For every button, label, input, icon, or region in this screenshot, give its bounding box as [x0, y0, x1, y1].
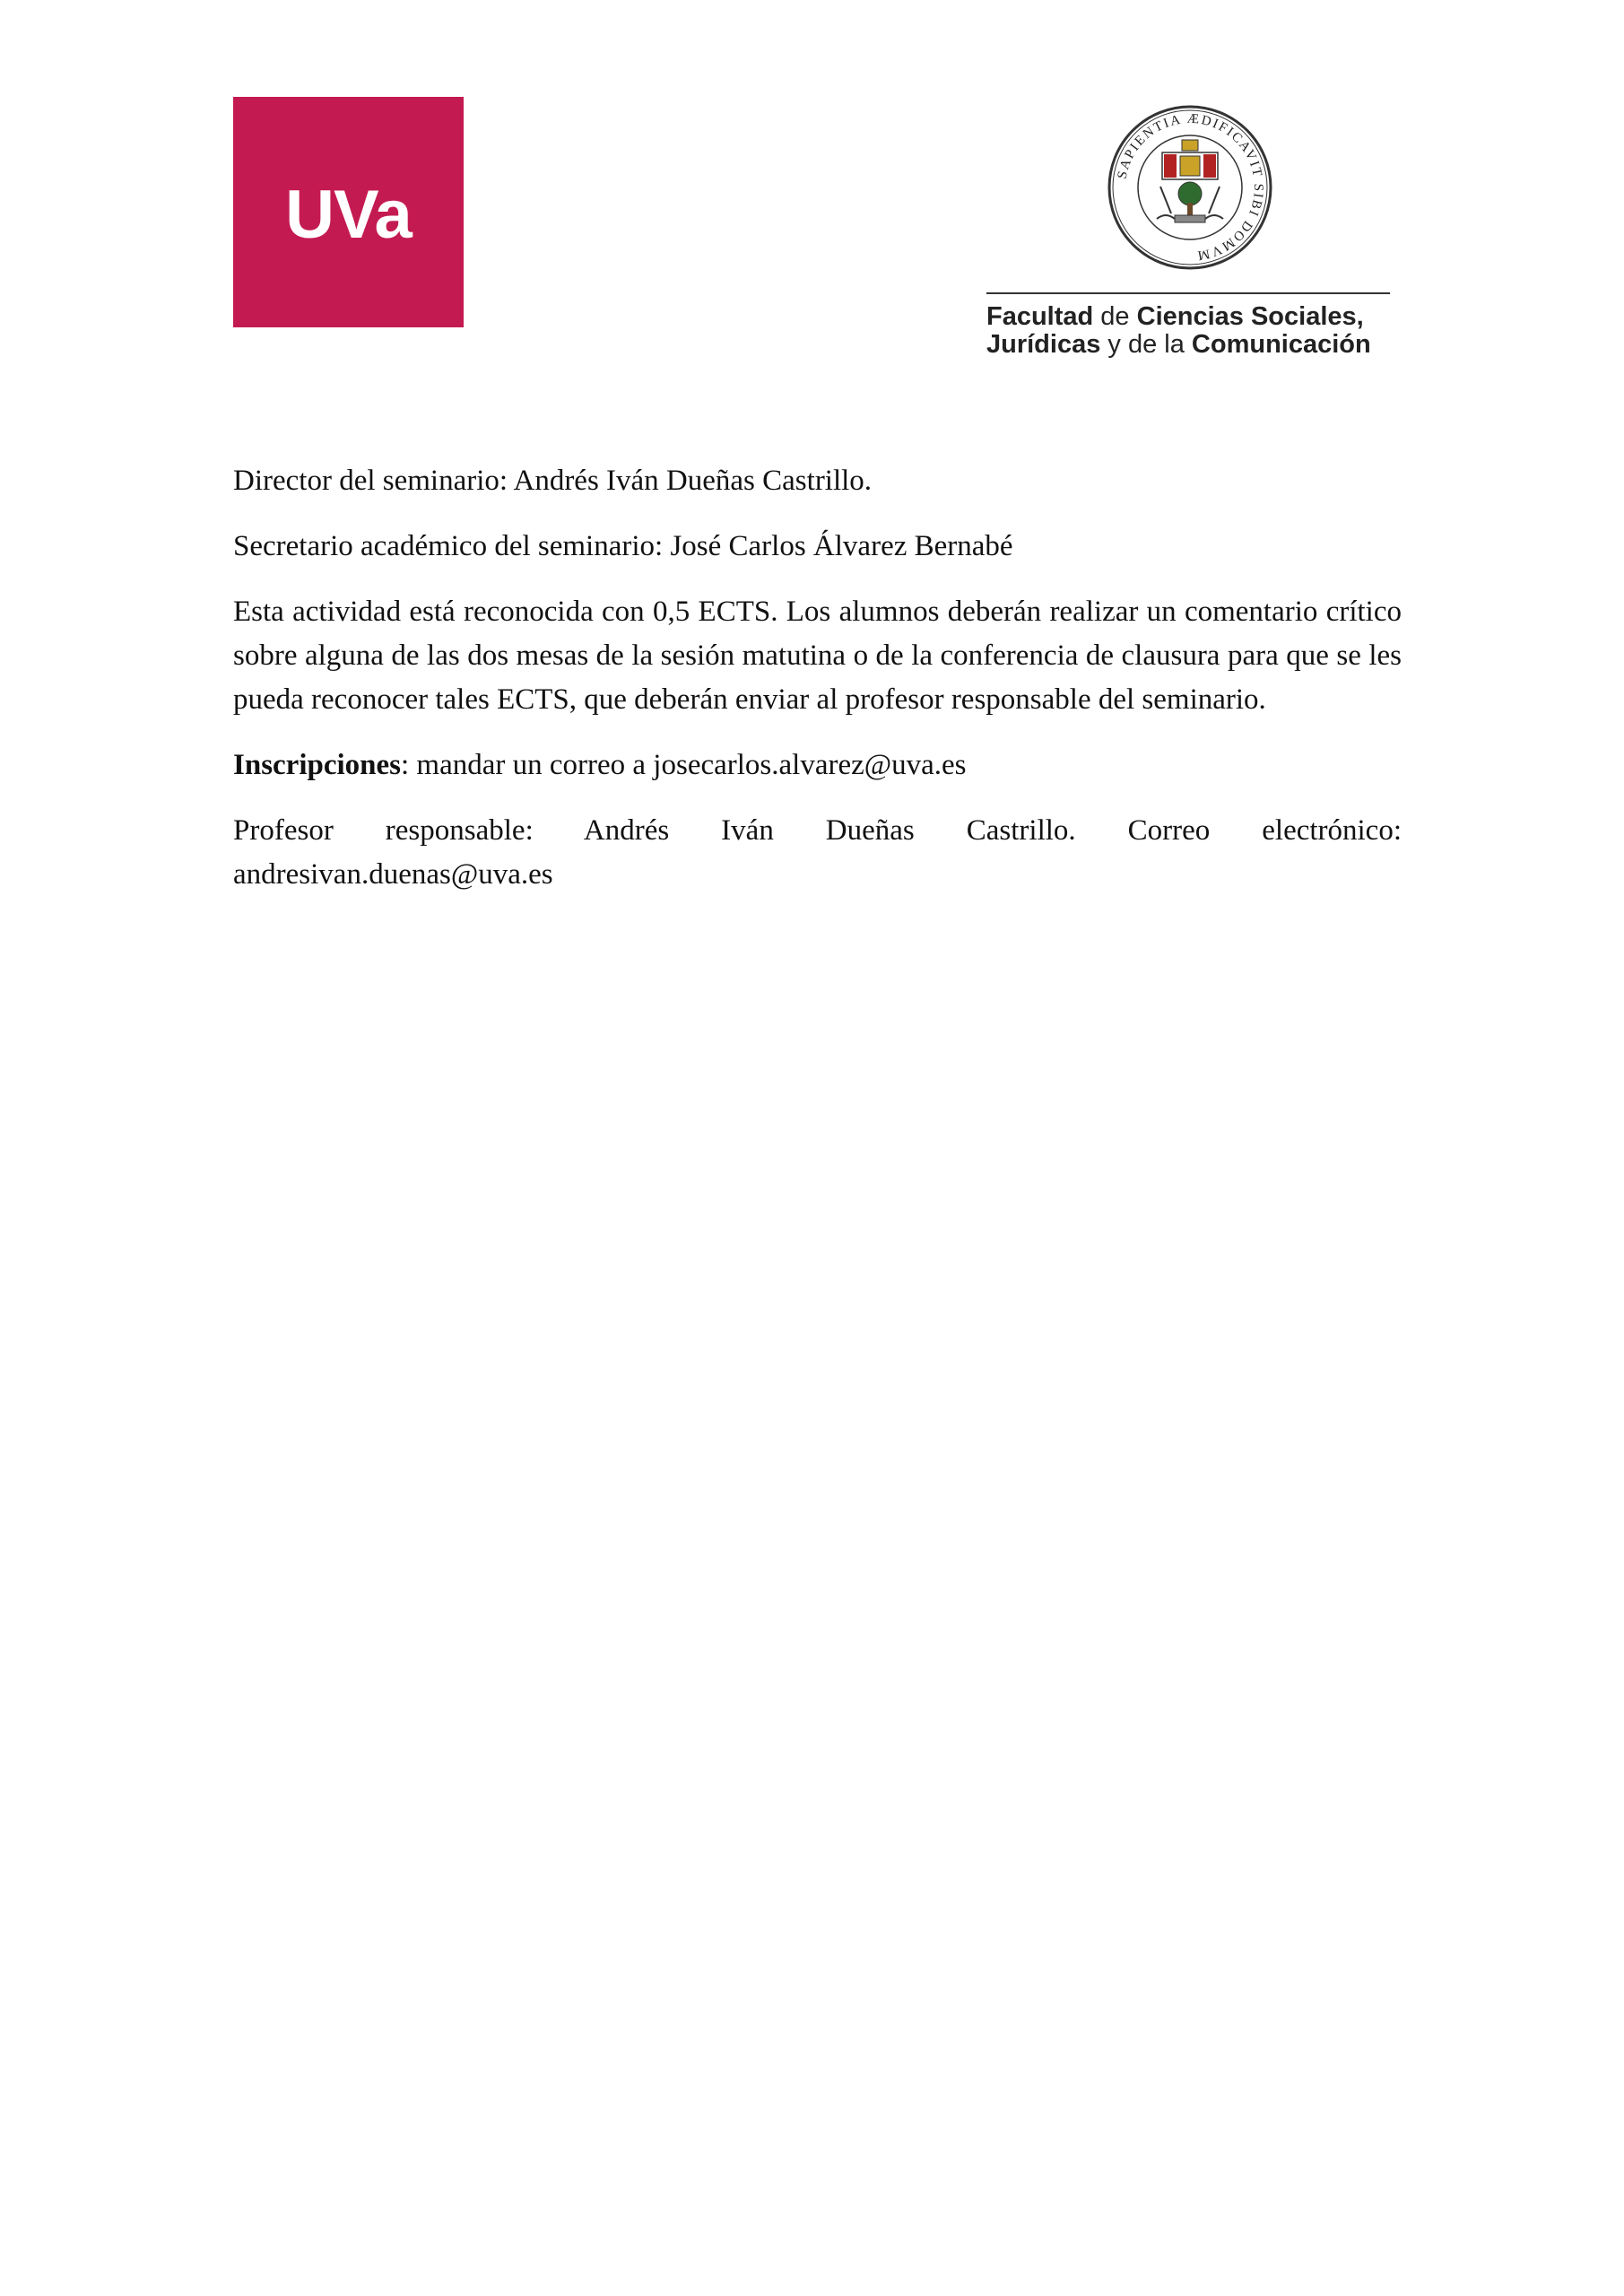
faculty-line-1: Facultad de Ciencias Sociales, — [986, 302, 1364, 331]
uva-logo — [233, 97, 464, 327]
profesor-paragraph — [233, 809, 1402, 897]
actividad-paragraph: Esta actividad está reconocida con 0,5 ECTS. Los alumnos deberán realizar un comentario crítico sobre alguna de las dos mesas de la sesión matutina o de la conferencia de clausura para que se les pueda reconocer tales ECTS, que deberán enviar al profesor responsable del seminario. — [233, 596, 1402, 716]
university-seal-icon — [1107, 104, 1273, 271]
director-paragraph: Director del seminario: Andrés Iván Dueñas Castrillo. — [233, 465, 873, 497]
faculty-line-2: Jurídicas y de la Comunicación — [986, 330, 1371, 359]
faculty-name — [986, 303, 1408, 359]
secretario-paragraph: Secretario académico del seminario: José Carlos Álvarez Bernabé — [233, 530, 1013, 562]
inscripciones-text: : mandar un correo a josecarlos.alvarez@uva.es — [401, 749, 967, 781]
document-body — [233, 459, 1402, 918]
inscripciones-label: Inscripciones — [233, 749, 402, 781]
uva-logo-text: UVa — [285, 177, 412, 253]
svg-text:SAPIENTIA ÆDIFICAVIT SIBI DOMV: SAPIENTIA ÆDIFICAVIT SIBI DOMVM — [1115, 111, 1266, 263]
inscripciones-paragraph — [233, 744, 1402, 787]
profesor-email: andresivan.duenas@uva.es — [233, 858, 553, 891]
profesor-line-1: Profesor responsable: Andrés Iván Dueñas Castrillo. Correo electrónico: — [233, 814, 1402, 847]
faculty-divider — [986, 292, 1390, 294]
